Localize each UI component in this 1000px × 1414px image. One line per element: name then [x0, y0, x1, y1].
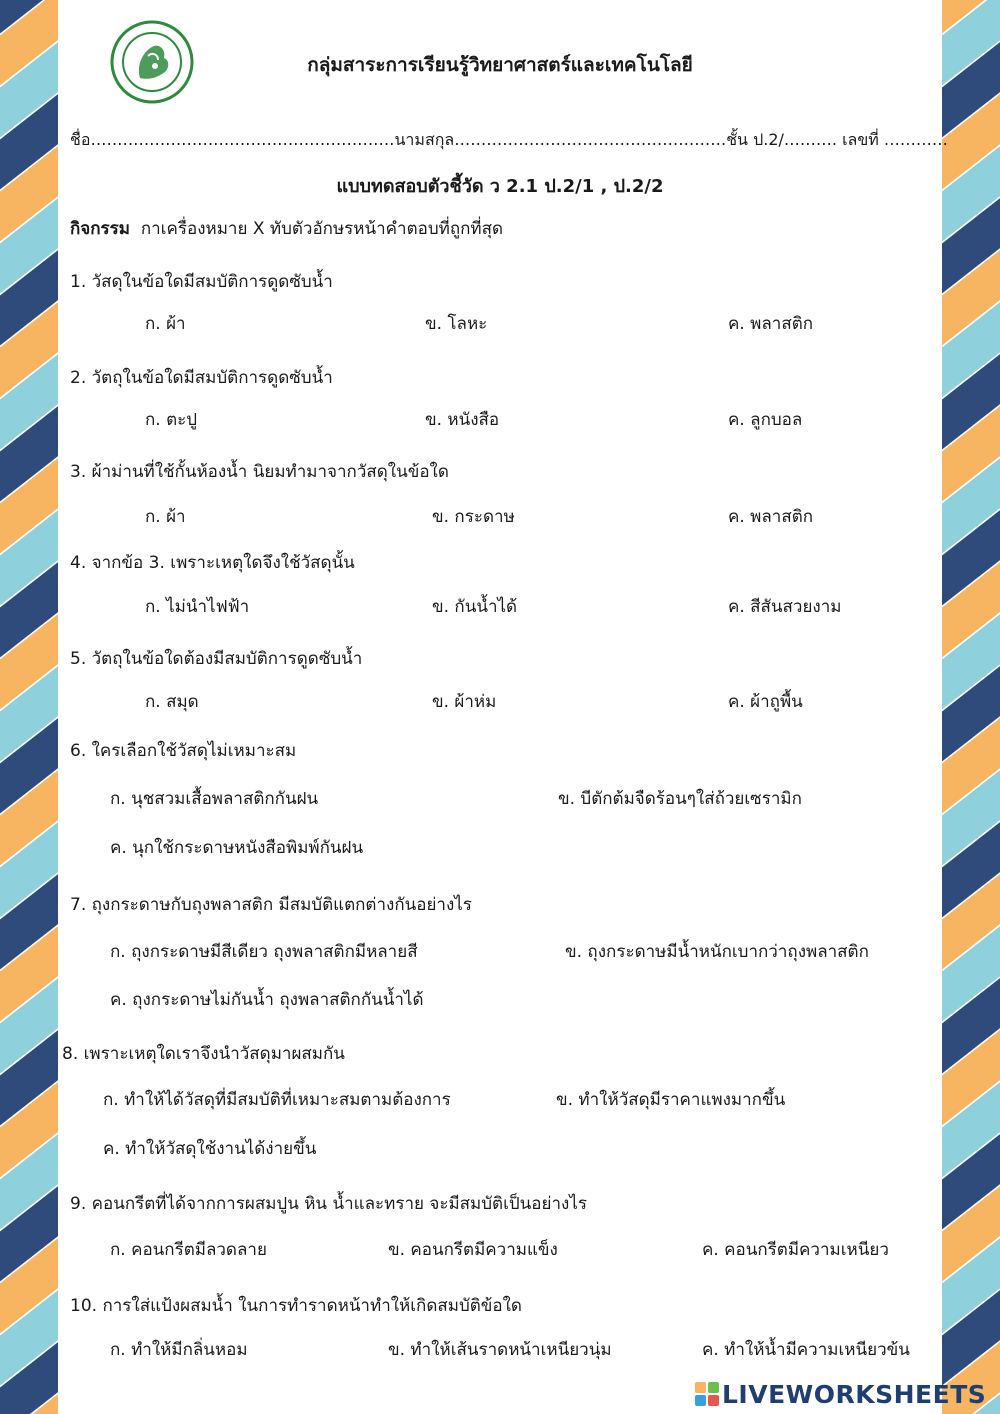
q8-option-c[interactable]: ค. ทำให้วัสดุใช้งานได้ง่ายขึ้น: [103, 1139, 317, 1159]
q8-option-b[interactable]: ข. ทำให้วัสดุมีราคาแพงมากขึ้น: [556, 1090, 786, 1110]
liveworksheets-brand: [695, 1380, 986, 1408]
q1-option-c[interactable]: ค. พลาสติก: [728, 314, 814, 334]
q6-option-b[interactable]: ข. บีตักต้มจืดร้อนๆใส่ถ้วยเซรามิก: [558, 789, 802, 809]
q3-option-a[interactable]: ก. ผ้า: [145, 507, 186, 527]
q5-option-b[interactable]: ข. ผ้าห่ม: [432, 692, 497, 712]
q2-option-a[interactable]: ก. ตะปู: [145, 410, 198, 430]
q4-option-c[interactable]: ค. สีสันสวยงาม: [728, 597, 842, 617]
q5-option-c[interactable]: ค. ผ้าถูพื้น: [728, 692, 803, 712]
activity-text: กาเครื่องหมาย X ทับตัวอักษรหน้าคำตอบที่ถูกที่สุด: [140, 219, 504, 239]
question-8: 8. เพราะเหตุใดเราจึงนำวัสดุมาผสมกัน: [62, 1044, 345, 1064]
q2-option-c[interactable]: ค. ลูกบอล: [728, 410, 803, 430]
q3-option-c[interactable]: ค. พลาสติก: [728, 507, 814, 527]
question-3: 3. ผ้าม่านที่ใช้กั้นห้องน้ำ นิยมทำมาจากวัสดุในข้อใด: [70, 462, 449, 482]
question-10: 10. การใส่แป้งผสมน้ำ ในการทำราดหน้าทำให้เกิดสมบัติข้อใด: [70, 1296, 522, 1316]
q3-option-b[interactable]: ข. กระดาษ: [432, 507, 515, 527]
q7-option-c[interactable]: ค. ถุงกระดาษไม่กันน้ำ ถุงพลาสติกกันน้ำได้: [110, 990, 424, 1010]
left-stripe-border: [0, 0, 58, 1414]
q9-option-b[interactable]: ข. คอนกรีตมีความแข็ง: [388, 1240, 558, 1260]
q2-option-b[interactable]: ข. หนังสือ: [425, 410, 500, 430]
activity-instruction: [70, 215, 503, 242]
q10-option-b[interactable]: ข. ทำให้เส้นราดหน้าเหนียวนุ่ม: [388, 1340, 612, 1360]
liveworksheets-logo-icon: [695, 1382, 719, 1406]
q1-option-a[interactable]: ก. ผ้า: [145, 314, 186, 334]
q8-option-a[interactable]: ก. ทำให้ได้วัสดุที่มีสมบัติที่เหมาะสมตามต้องการ: [103, 1090, 451, 1110]
q4-option-b[interactable]: ข. กันน้ำได้: [432, 597, 518, 617]
student-info-line: ชื่อ…………………………………………………นามสกุล……………………………………………ชั้น ป.2/………. เลขที่ …………: [70, 130, 948, 149]
question-7: 7. ถุงกระดาษกับถุงพลาสติก มีสมบัติแตกต่างกันอย่างไร: [70, 895, 472, 915]
test-subtitle: แบบทดสอบตัวชี้วัด ว 2.1 ป.2/1 , ป.2/2: [336, 176, 664, 197]
activity-label: กิจกรรม: [70, 219, 131, 239]
right-stripe-border: [942, 0, 1000, 1414]
q7-option-b[interactable]: ข. ถุงกระดาษมีน้ำหนักเบากว่าถุงพลาสติก: [565, 942, 869, 962]
question-6: 6. ใครเลือกใช้วัสดุไม่เหมาะสม: [70, 741, 297, 761]
q5-option-a[interactable]: ก. สมุด: [145, 692, 199, 712]
brand-wordmark: LIVEWORKSHEETS: [722, 1379, 987, 1409]
question-5: 5. วัตถุในข้อใดต้องมีสมบัติการดูดซับน้ำ: [70, 649, 363, 669]
q10-option-c[interactable]: ค. ทำให้น้ำมีความเหนียวข้น: [702, 1340, 910, 1360]
q9-option-c[interactable]: ค. คอนกรีตมีความเหนียว: [702, 1240, 889, 1260]
question-2: 2. วัตถุในข้อใดมีสมบัติการดูดซับน้ำ: [70, 368, 333, 388]
q10-option-a[interactable]: ก. ทำให้มีกลิ่นหอม: [110, 1340, 248, 1360]
q4-option-a[interactable]: ก. ไม่นำไฟฟ้า: [145, 597, 250, 617]
q7-option-a[interactable]: ก. ถุงกระดาษมีสีเดียว ถุงพลาสติกมีหลายสี: [110, 942, 418, 962]
question-1: 1. วัสดุในข้อใดมีสมบัติการดูดซับน้ำ: [70, 272, 333, 292]
q1-option-b[interactable]: ข. โลหะ: [425, 314, 488, 334]
page-title: กลุ่มสาระการเรียนรู้วิทยาศาสตร์และเทคโนโลยี: [307, 54, 693, 76]
q6-option-a[interactable]: ก. นุชสวมเสื้อพลาสติกกันฝน: [110, 789, 319, 809]
question-4: 4. จากข้อ 3. เพราะเหตุใดจึงใช้วัสดุนั้น: [70, 553, 355, 573]
q6-option-c[interactable]: ค. นุกใช้กระดาษหนังสือพิมพ์กันฝน: [110, 838, 364, 858]
q9-option-a[interactable]: ก. คอนกรีตมีลวดลาย: [110, 1240, 267, 1260]
question-9: 9. คอนกรีตที่ได้จากการผสมปูน หิน น้ำและทราย จะมีสมบัติเป็นอย่างไร: [70, 1194, 587, 1214]
